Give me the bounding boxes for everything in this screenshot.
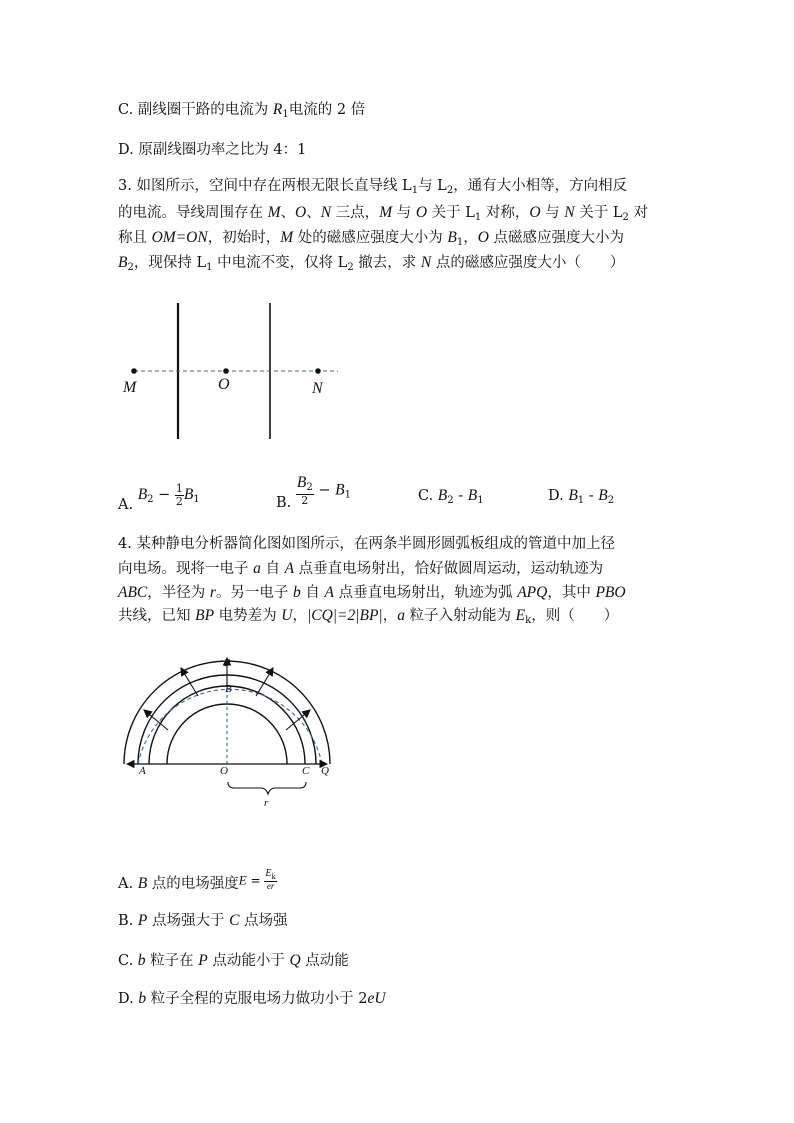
label-m: M <box>123 379 137 396</box>
q4-option-b: B. P 点场强大于 C 点场强 <box>118 912 288 929</box>
q3-stem-line4: $B_2$，现保持 $L_1$ 中电流不变，仅将 $L_2$ 撤去，求 N 点的磁感应强度大小（ ） <box>118 254 625 273</box>
field-arrow-2 <box>181 668 198 696</box>
q3-wire-figure <box>120 298 350 448</box>
field-arrow-5 <box>286 710 310 730</box>
label-q: Q <box>321 765 329 777</box>
q3-option-c: C. $B_2 - B_1$ <box>418 487 484 506</box>
q3-option-b: B. $\frac{B_2}{2}$ − $B_1$ <box>276 474 351 511</box>
radius-brace <box>228 782 306 794</box>
q3-stem-line3: 称且 OM=ON，初始时，M 处的磁感应强度大小为 $B_1$，O 点磁感应强度大小为 <box>118 229 625 248</box>
field-arrow-4 <box>256 668 273 696</box>
q4-option-a: A. B 点的电场强度E = $\frac{E_k}{er}$ <box>118 868 276 893</box>
q4-option-d: D. b 粒子全程的克服电场力做功小于 2eU <box>118 990 386 1007</box>
q3-stem-line1: 3. 如图所示，空间中存在两根无限长直导线 $L_1$与 $L_2$，通有大小相等，方向相反 <box>118 178 628 196</box>
label-o: O <box>218 376 230 393</box>
field-arrow-1 <box>144 710 168 730</box>
q4-analyzer-figure <box>118 648 348 808</box>
q2-option-c: C. 副线圈干路的电流为 $R_1$电流的 2 倍 <box>118 101 366 120</box>
q4-stem-line3: ABC，半径为 r。另一电子 b 自 A 点垂直电场射出，轨迹为弧 APQ，其中 PBO <box>118 584 626 601</box>
q4-stem-line4: 共线，已知 BP 电势差为 U，|CQ|=2|BP|，a 粒子入射动能为 $E_k$，则（ ） <box>118 607 619 626</box>
q2-option-d: D. 原副线圈功率之比为 4：1 <box>118 142 307 158</box>
label-p: P <box>224 657 231 669</box>
q4-stem-line1: 4. 某种静电分析器简化图如图所示，在两条半圆形圆弧板组成的管道中加上径 <box>118 536 615 552</box>
q4-stem-line2: 向电场。现将一电子 a 自 A 点垂直电场射出，恰好做圆周运动，运动轨迹为 <box>118 560 604 577</box>
point-m <box>131 368 137 374</box>
point-n <box>315 368 321 374</box>
point-o <box>223 368 229 374</box>
label-c: C <box>302 765 310 777</box>
q3-option-d: D. $B_1 - B_2$ <box>548 487 615 506</box>
label-o: O <box>220 765 228 777</box>
q3-option-a: A. $B_2$ − $\frac{1}{2}$ $B_1$ <box>118 482 200 514</box>
q3-stem-line2: 的电流。导线周围存在 M、O、N 三点，M 与 O 关于 $L_1$ 对称，O 与 N 关于 $L_2$ 对 <box>118 204 648 223</box>
q4-option-c: C. b 粒子在 P 点动能小于 Q 点动能 <box>118 952 349 969</box>
label-b: B <box>225 683 232 695</box>
label-a: A <box>139 765 146 777</box>
label-r: r <box>264 797 269 808</box>
label-n: N <box>312 380 323 397</box>
